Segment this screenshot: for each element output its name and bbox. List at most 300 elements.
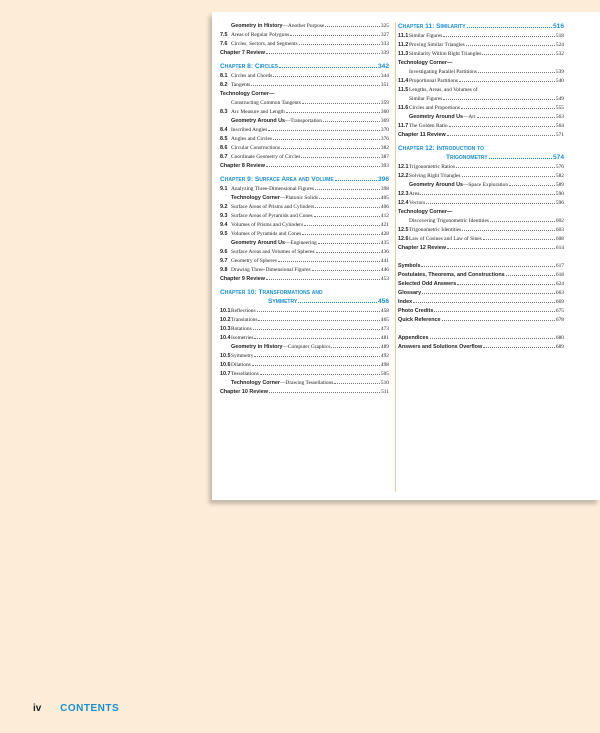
dot-leader	[314, 216, 380, 217]
section-number: 8.4	[220, 127, 228, 133]
dot-leader	[426, 203, 555, 204]
section-number: 11.2	[398, 42, 409, 48]
toc-entry[interactable]	[398, 235, 564, 244]
toc-entry[interactable]	[398, 190, 564, 199]
dot-leader	[299, 44, 380, 45]
feature-name: Geometry in History	[231, 344, 283, 350]
section-number: 8.1	[220, 73, 228, 79]
toc-entry[interactable]	[220, 144, 389, 153]
page-number: 680	[555, 335, 564, 341]
toc-entry[interactable]	[220, 370, 389, 379]
entry-title	[231, 307, 256, 316]
entry-text: Area	[409, 191, 420, 197]
entry-title	[409, 50, 481, 59]
page-number: 532	[555, 51, 564, 57]
entry-title	[409, 41, 465, 50]
entry-text: Symmetry	[231, 353, 254, 359]
entry-title	[220, 388, 268, 397]
dot-leader	[304, 225, 380, 226]
section-number: 10.6	[220, 362, 231, 368]
toc-entry[interactable]	[220, 81, 389, 90]
page-number: 406	[380, 204, 389, 210]
page-number: 549	[555, 96, 564, 102]
toc-subheading	[398, 208, 564, 217]
page-number: 518	[555, 33, 564, 39]
entry-title	[231, 230, 301, 239]
section-number: 10.1	[220, 308, 231, 314]
entry-text: Chapter 9 Review	[220, 276, 265, 282]
toc-entry[interactable]	[220, 99, 389, 108]
toc-entry[interactable]	[398, 271, 564, 280]
dot-leader	[443, 99, 555, 100]
toc-entry[interactable]	[398, 86, 564, 95]
toc-entry[interactable]	[398, 334, 564, 343]
toc-entry[interactable]	[220, 388, 389, 397]
entry-text: Circles and Proportions	[409, 105, 460, 111]
entry-title	[231, 379, 333, 388]
section-number: 9.8	[220, 267, 228, 273]
toc-entry[interactable]	[398, 316, 564, 325]
page-number: 428	[380, 231, 389, 237]
toc-entry[interactable]	[398, 298, 564, 307]
entry-title	[220, 275, 265, 284]
toc-entry[interactable]	[220, 221, 389, 230]
entry-text: Dilations	[231, 362, 251, 368]
dot-leader	[318, 243, 380, 244]
dot-leader	[301, 157, 380, 158]
toc-entry[interactable]	[220, 361, 389, 370]
page-number: 574	[552, 154, 564, 161]
page-number: 344	[380, 73, 389, 79]
entry-text: Similarity Within Right Triangles	[409, 51, 482, 57]
page-number: 603	[555, 227, 564, 233]
entry-title: Technology Corner—	[220, 91, 275, 97]
dot-leader	[462, 176, 555, 177]
page-number: 614	[555, 245, 564, 251]
entry-text: Appendices	[398, 335, 429, 341]
entry-text: —Transportation	[285, 118, 322, 124]
dot-leader	[257, 311, 380, 312]
toc-entry[interactable]	[220, 162, 389, 171]
entry-text: Quick Reference	[398, 317, 441, 323]
toc-entry[interactable]	[398, 343, 564, 352]
entry-title	[231, 194, 318, 203]
toc-entry[interactable]	[220, 203, 389, 212]
toc-entry[interactable]	[220, 22, 389, 31]
dot-leader	[253, 329, 380, 330]
spacer	[398, 325, 564, 334]
section-number: 8.2	[220, 82, 228, 88]
footer-label: CONTENTS	[60, 703, 120, 714]
section-number: 12.6	[398, 236, 409, 242]
entry-text: Areas of Regular Polygons	[231, 32, 290, 38]
feature-name: Geometry in History	[231, 23, 283, 29]
dot-leader	[279, 67, 377, 68]
toc-entry[interactable]	[220, 126, 389, 135]
column-divider	[395, 22, 396, 492]
entry-title	[231, 325, 252, 334]
chapter-title: Chapter 11: Similarity	[398, 23, 466, 30]
toc-entry[interactable]	[220, 31, 389, 40]
entry-text: The Golden Ratio	[409, 123, 448, 129]
entry-text: Symbols	[398, 263, 421, 269]
chapter-heading-link[interactable]	[220, 62, 389, 72]
entry-title	[398, 307, 433, 316]
entry-text: Volumes of Pyramids and Cones	[231, 231, 302, 237]
dot-leader	[254, 338, 379, 339]
toc-entry[interactable]	[220, 117, 389, 126]
toc-entry[interactable]	[220, 72, 389, 81]
dot-leader	[273, 76, 380, 77]
entry-title	[409, 104, 460, 113]
chapter-title: Chapter 9: Surface Area and Volume	[220, 176, 334, 183]
toc-entry[interactable]	[398, 77, 564, 86]
page-number: 327	[380, 32, 389, 38]
entry-text: —Computer Graphics	[282, 344, 331, 350]
toc-entry[interactable]	[398, 199, 564, 208]
entry-title	[220, 162, 265, 171]
section-number: 12.3	[398, 191, 409, 197]
page-number: 339	[380, 50, 389, 56]
dot-leader	[457, 284, 555, 285]
section-number: 12.4	[398, 200, 409, 206]
toc-right-column	[398, 22, 564, 352]
dot-leader	[302, 234, 380, 235]
dot-leader	[462, 230, 555, 231]
page-number: 436	[380, 249, 389, 255]
dot-leader	[490, 221, 555, 222]
toc-entry[interactable]	[398, 163, 564, 172]
section-number: 11.5	[398, 87, 409, 93]
page-number: 524	[555, 42, 564, 48]
entry-title	[398, 289, 421, 298]
dot-leader	[466, 45, 555, 46]
entry-title	[231, 352, 253, 361]
entry-text: Geometry of Spheres	[231, 258, 277, 264]
entry-title	[231, 153, 300, 162]
entry-text: Proportional Partitions	[409, 78, 458, 84]
dot-leader	[319, 198, 380, 199]
page-number: 473	[380, 326, 389, 332]
page-number: 405	[380, 195, 389, 201]
dot-leader	[325, 26, 380, 27]
entry-title	[409, 86, 478, 95]
entry-title	[398, 334, 429, 343]
dot-leader	[252, 365, 380, 366]
toc-entry[interactable]	[220, 212, 389, 221]
entry-text: Index	[398, 299, 413, 305]
entry-title	[409, 199, 425, 208]
toc-entry[interactable]	[398, 104, 564, 113]
toc-entry[interactable]	[220, 49, 389, 58]
page-number: 412	[380, 213, 389, 219]
entry-title	[409, 122, 448, 131]
section-number: 11.4	[398, 78, 409, 84]
toc-entry[interactable]	[398, 50, 564, 59]
toc-entry[interactable]	[220, 257, 389, 266]
section-number: 9.5	[220, 231, 228, 237]
entry-text: Circles and Chords	[231, 73, 273, 79]
entry-title	[231, 117, 322, 126]
page-number: 456	[377, 298, 389, 305]
entry-title	[231, 248, 315, 257]
page-number: 669	[555, 299, 564, 305]
chapter-title: Chapter 8: Circles	[220, 63, 278, 70]
feature-name: Geometry Around Us	[231, 240, 286, 246]
entry-title	[231, 316, 257, 325]
section-number: 8.3	[220, 109, 228, 115]
section-number: 7.6	[220, 41, 228, 47]
toc-entry[interactable]	[220, 194, 389, 203]
entry-text: Trigonometric Ratios	[409, 164, 456, 170]
toc-entry[interactable]	[398, 122, 564, 131]
toc-entry[interactable]	[220, 248, 389, 257]
dot-leader	[315, 207, 380, 208]
page-number: 510	[380, 380, 389, 386]
page-number: 342	[377, 63, 389, 70]
toc-entry[interactable]	[220, 334, 389, 343]
dot-leader	[467, 27, 552, 28]
page-number: 465	[380, 317, 389, 323]
entry-text: Chapter 12 Review	[398, 245, 446, 251]
chapter-title-line1: Chapter 12: Introduction to	[398, 145, 484, 152]
entry-text: —Another Purpose	[282, 23, 325, 29]
chapter-heading-link[interactable]	[220, 297, 389, 307]
entry-title	[231, 81, 250, 90]
toc-entry[interactable]	[220, 325, 389, 334]
entry-text: Similar Figures	[409, 96, 443, 102]
entry-title	[231, 22, 324, 31]
chapter-title-line2: Trigonometry	[446, 154, 488, 161]
page-number: 376	[380, 136, 389, 142]
section-number: 12.5	[398, 227, 409, 233]
entry-text: Inscribed Angles	[231, 127, 268, 133]
entry-title	[231, 99, 301, 108]
section-number: 9.4	[220, 222, 228, 228]
entry-title	[231, 266, 311, 275]
toc-entry[interactable]	[220, 275, 389, 284]
entry-text: —Drawing Tessellations	[280, 380, 334, 386]
page-number: 576	[555, 164, 564, 170]
entry-title	[231, 343, 330, 352]
dot-leader	[483, 239, 555, 240]
page-number: 481	[380, 335, 389, 341]
toc-entry[interactable]	[398, 217, 564, 226]
entry-text: Chapter 10 Review	[220, 389, 268, 395]
chapter-title-line2: Symmetry	[268, 298, 298, 305]
page-number: 333	[380, 41, 389, 47]
toc-entry[interactable]	[220, 352, 389, 361]
toc-entry[interactable]	[220, 230, 389, 239]
dot-leader	[254, 356, 379, 357]
page-number: 360	[380, 109, 389, 115]
page-number: 663	[555, 290, 564, 296]
toc-entry[interactable]	[220, 316, 389, 325]
page-number: 516	[552, 23, 564, 30]
page-number: 382	[380, 145, 389, 151]
section-number: 12.2	[398, 173, 409, 179]
entry-title	[409, 181, 508, 190]
entry-text: —Art	[463, 114, 476, 120]
page-number: 596	[555, 200, 564, 206]
feature-name: Geometry Around Us	[409, 114, 464, 120]
toc-entry[interactable]	[398, 131, 564, 140]
dot-leader	[449, 126, 555, 127]
toc-entry[interactable]	[398, 41, 564, 50]
entry-title	[398, 343, 482, 352]
toc-entry[interactable]	[398, 32, 564, 41]
toc-entry[interactable]	[398, 262, 564, 271]
section-number: 8.5	[220, 136, 228, 142]
entry-text: Similar Figures	[409, 33, 443, 39]
entry-title	[398, 131, 446, 140]
section-number: 9.2	[220, 204, 228, 210]
entry-text: Discovering Trigonometric Identities	[409, 218, 489, 224]
dot-leader	[278, 261, 380, 262]
entry-text: Trigonometric Identities	[409, 227, 462, 233]
section-number: 11.7	[398, 123, 409, 129]
toc-entry[interactable]	[220, 379, 389, 388]
section-number: 10.3	[220, 326, 231, 332]
section-number: 10.5	[220, 353, 231, 359]
toc-subheading	[398, 59, 564, 68]
page-number: 458	[380, 308, 389, 314]
dot-leader	[459, 81, 555, 82]
entry-text: Isometries	[231, 335, 254, 341]
entry-title	[231, 212, 313, 221]
toc-entry[interactable]	[398, 95, 564, 104]
chapter-heading-link[interactable]	[398, 153, 564, 163]
toc-entry[interactable]	[398, 244, 564, 253]
toc-subheading	[220, 90, 389, 99]
entry-text: Circular Constructions	[231, 145, 280, 151]
dot-leader	[251, 85, 380, 86]
page-number: 618	[555, 272, 564, 278]
page-number: 689	[555, 344, 564, 350]
toc-entry[interactable]	[398, 172, 564, 181]
chapter-heading-link[interactable]	[220, 175, 389, 185]
toc-entry[interactable]	[398, 68, 564, 77]
feature-name: Technology Corner	[231, 195, 281, 201]
dot-leader	[447, 135, 555, 136]
entry-text: Rotations	[231, 326, 252, 332]
section-number: 11.6	[398, 105, 409, 111]
entry-text: Tessellations	[231, 371, 259, 377]
toc-entry[interactable]	[220, 108, 389, 117]
dot-leader	[422, 293, 555, 294]
page-number: 396	[377, 176, 389, 183]
entry-title	[409, 163, 455, 172]
page-number: 540	[555, 78, 564, 84]
toc-entry[interactable]	[220, 239, 389, 248]
section-number: 9.6	[220, 249, 228, 255]
toc-left-column	[220, 22, 389, 397]
entry-text: Surface Areas and Volumes of Spheres	[231, 249, 315, 255]
dot-leader	[443, 36, 555, 37]
dot-leader	[266, 53, 380, 54]
chapter-title-line1: Chapter 10: Transformations and	[220, 289, 323, 296]
entry-title	[231, 221, 303, 230]
entry-title	[409, 226, 461, 235]
dot-leader	[315, 189, 380, 190]
dot-leader	[312, 270, 380, 271]
dot-leader	[260, 374, 380, 375]
dot-leader	[482, 54, 555, 55]
entry-title: Technology Corner—	[398, 209, 453, 215]
entry-title	[409, 172, 461, 181]
entry-title	[220, 49, 265, 58]
toc-entry[interactable]	[220, 153, 389, 162]
toc-entry[interactable]	[398, 289, 564, 298]
page-number: 505	[380, 371, 389, 377]
dot-leader	[266, 166, 380, 167]
toc-entry[interactable]	[220, 266, 389, 275]
toc-entry[interactable]	[220, 185, 389, 194]
toc-entry[interactable]	[398, 181, 564, 190]
dot-leader	[447, 248, 555, 249]
entry-title	[398, 298, 412, 307]
toc-entry[interactable]	[220, 40, 389, 49]
dot-leader	[420, 194, 554, 195]
dot-leader	[456, 167, 555, 168]
entry-title	[231, 135, 272, 144]
dot-leader	[434, 311, 555, 312]
entry-text: Coordinate Geometry of Circles	[231, 154, 301, 160]
chapter-heading-link[interactable]	[398, 22, 564, 32]
entry-title	[231, 334, 253, 343]
feature-name: Technology Corner	[231, 380, 281, 386]
page-number: 571	[555, 132, 564, 138]
toc-entry[interactable]	[398, 226, 564, 235]
entry-text: Glossary	[398, 290, 422, 296]
dot-leader	[413, 302, 555, 303]
dot-leader	[302, 103, 380, 104]
page-number: 435	[380, 240, 389, 246]
entry-title	[409, 235, 482, 244]
section-number: 10.2	[220, 317, 231, 323]
page-number: 678	[555, 317, 564, 323]
dot-leader	[442, 320, 555, 321]
page-number: 421	[380, 222, 389, 228]
toc-entry[interactable]	[398, 307, 564, 316]
page-number: 590	[555, 191, 564, 197]
entry-text: Analyzing Three-Dimensional Figures	[231, 186, 315, 192]
page-number: 398	[380, 186, 389, 192]
toc-entry[interactable]	[220, 307, 389, 316]
toc-entry[interactable]	[398, 113, 564, 122]
contents-page	[212, 12, 600, 500]
entry-text: Selected Odd Answers	[398, 281, 457, 287]
section-number: 9.7	[220, 258, 228, 264]
dot-leader	[268, 130, 380, 131]
section-number: 11.3	[398, 51, 409, 57]
dot-leader	[461, 108, 555, 109]
dot-leader	[509, 185, 555, 186]
toc-entry[interactable]	[398, 280, 564, 289]
toc-entry[interactable]	[220, 343, 389, 352]
toc-entry[interactable]	[220, 135, 389, 144]
page-number: 617	[555, 263, 564, 269]
entry-text: Angles and Circles	[231, 136, 273, 142]
entry-text: Proving Similar Triangles	[409, 42, 465, 48]
entry-text: Circles, Sectors, and Segments	[231, 41, 298, 47]
page-number: 325	[380, 23, 389, 29]
dot-leader	[323, 121, 380, 122]
entry-title	[231, 108, 285, 117]
section-number: 10.7	[220, 371, 231, 377]
entry-title	[409, 68, 477, 77]
entry-title	[398, 271, 505, 280]
